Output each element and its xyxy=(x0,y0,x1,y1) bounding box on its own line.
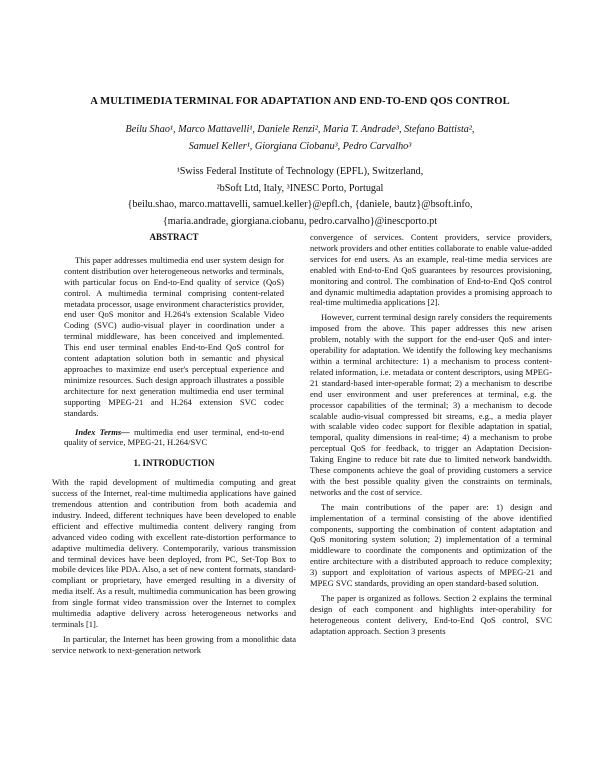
intro-paragraph-5: The main contributions of the paper are: 1) design and implementation of a terminal consisting of the above identified components, supporting the combination of content adaptation and QoS monitoring system solution; 2) implementation of a terminal middleware to coordinate the components and optimization of the entire architecture with a distributed approach to reduce complexity; 3) support and exploitation of various aspects of MPEG-21 and MPEG SVC standards, providing an open standard-based solution. xyxy=(310,501,552,589)
index-terms xyxy=(64,427,284,449)
intro-paragraph-2: In particular, the Internet has been growing from a monolithic data service network to next-generation network xyxy=(52,633,296,655)
left-column xyxy=(52,232,296,656)
abstract-block xyxy=(52,255,296,448)
intro-paragraph-4: However, current terminal design rarely considers the requirements imposed from the above. This paper addresses this new arisen problem, notably with the support for the end-user QoS and inter-operability for adaptation. We identify the following key mechanisms within a terminal architecture: 1) a mechanism to process content-related information, i.e. metadata or content descriptors, using MPEG-21 standard-based inter-operable format; 2) a mechanism to describe end user environment and user preferences at terminal, e.g. the processor capabilities of the terminal; 3) a mechanism to decode scalable audio-visual compressed bit streams, e.g., a media player with scalable video codec support for flexible adaptation in spatial, temporal, quality dimensions in real-time; 4) a mechanism to probe perceptual QoS for feedback, to trigger an Adaptation Decision-Taking Engine to reduce bit rate due to limited network bandwidth. These components achieve the goal of providing customers a service with the best possible quality given the constraints on terminals, networks and the cost of service. xyxy=(310,312,552,497)
abstract-body: This paper addresses multimedia end user system design for content distribution over heterogeneous networks and terminals, with particular focus on End-to-End quality of service (QoS) control. A multimedia terminal comprising content-related metadata processor, usage environment characteristics provider, end user QoS monitor and H.264's extension Scalable Video Coding (SVC) audio-visual player in coordination under a terminal middleware, has been conceived and implemented. This end user terminal enables End-to-End QoS control for content adaptation solution both in semantic and physical approaches to maximize end user's perceptual experience and minimize resources. Such design approach illustrates a possible architecture for next generation multimedia end user terminal supporting MPEG-21 and H.264 extension SVC codec standards. xyxy=(64,254,284,418)
right-column xyxy=(310,232,552,637)
introduction-heading: 1. INTRODUCTION xyxy=(133,458,215,469)
affiliation-line-2: ²bSoft Ltd, Italy, ³INESC Porto, Portugal xyxy=(216,182,384,194)
affiliation-line-4: {maria.andrade, giorgiana.ciobanu, pedro.carvalho}@inescporto.pt xyxy=(162,215,438,227)
author-list xyxy=(100,121,500,155)
index-terms-label: Index Terms— xyxy=(75,426,130,437)
authors-line-2: Samuel Keller¹, Giorgiana Ciobanu³, Pedro Carvalho³ xyxy=(188,141,412,152)
paper-title: A MULTIMEDIA TERMINAL FOR ADAPTATION AND END-TO-END QOS CONTROL xyxy=(90,96,510,107)
intro-paragraph-6: The paper is organized as follows. Section 2 explains the terminal design of each component and highlights inter-operability for heterogeneous content delivery, End-to-End QoS control, SVC adaptation approach. Section 3 presents xyxy=(310,593,552,636)
intro-paragraph-3: convergence of services. Content providers, service providers, network providers and other entities collaborate to enable value-added services for end users. As an example, real-time media services are enabled with End-to-End QoS guarantees by resources provisioning, monitoring and control. The combination of End-to-End QoS control and dynamic multimedia adaptation provides a promising approach to real-time multimedia applications [2]. xyxy=(310,232,552,308)
abstract-heading: ABSTRACT xyxy=(149,232,199,242)
authors-line-1: Beilu Shao¹, Marco Mattavelli¹, Daniele Renzi², Maria T. Andrade³, Stefano Battista², xyxy=(125,124,475,135)
affiliation-line-1: ¹Swiss Federal Institute of Technology (EPFL), Switzerland, xyxy=(176,166,424,177)
affiliation-line-3: {beilu.shao, marco.mattavelli, samuel.keller}@epfl.ch, {daniele, bautz}@bsoft.info, xyxy=(127,199,473,210)
intro-paragraph-1: With the rapid development of multimedia computing and great success of the Internet, real-time multimedia applications have gained tremendous attention and contribution from both academia and industry. Indeed, different techniques have been developed to enable efficient and effective multimedia content delivery ranging from advanced video coding with excellent rate-distortion performance to adaptive multimedia delivery. Contemporarily, various transmission and terminal devices have been deployed, from PC, Set-Top Box to mobile devices like PDA. Also, a set of new content formats, standard-compliant or proprietary, have emerged resulting in a diversity of media itself. As a result, multimedia communication has been growing from single format video transmission over the Internet to complex multimedia adaptive delivery across heterogeneous networks and terminals [1]. xyxy=(52,477,296,629)
affiliations xyxy=(90,164,510,230)
index-terms-text: multimedia end user terminal, end-to-end quality of service, MPEG-21, H.264/SVC xyxy=(64,426,285,448)
